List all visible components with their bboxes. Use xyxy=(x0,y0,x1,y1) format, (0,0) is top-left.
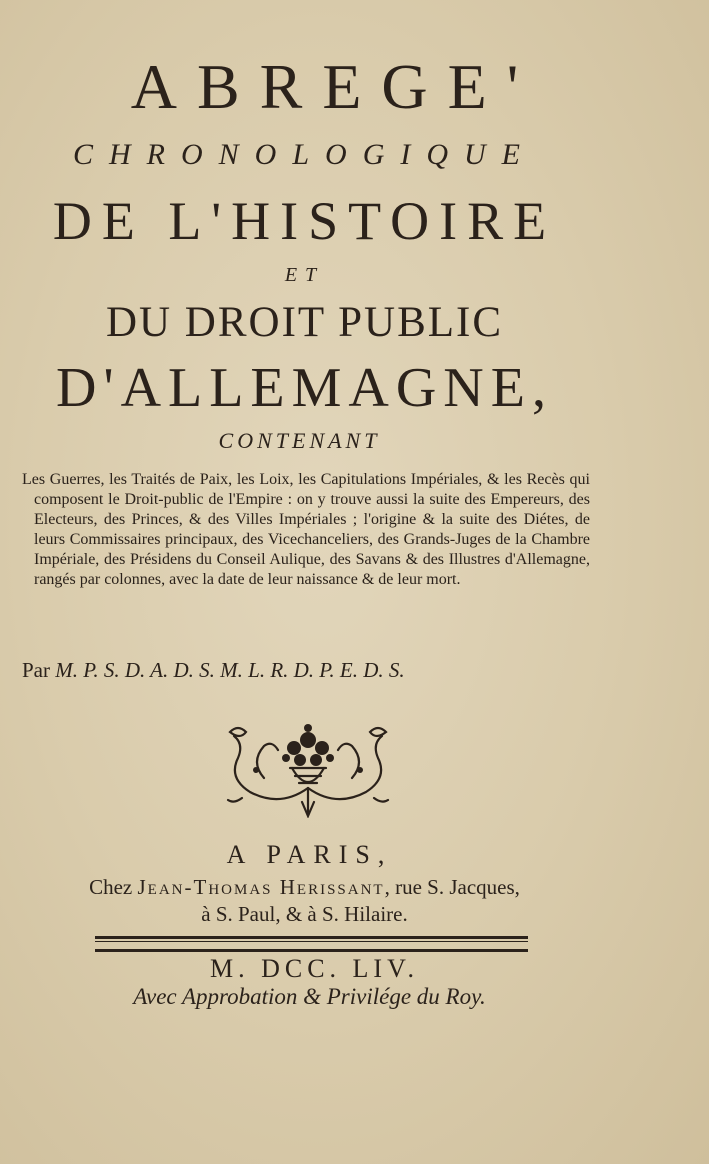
imprint-privilege: Avec Approbation & Privilége du Roy. xyxy=(133,984,486,1009)
printer-prefix: Chez xyxy=(89,875,133,899)
imprint-date: M. DCC. LIV. xyxy=(209,954,420,983)
title-abrege: ABREGE' xyxy=(130,51,539,122)
floral-vignette-icon xyxy=(220,718,396,818)
title-du-droit-public: DU DROIT PUBLIC xyxy=(105,299,504,346)
description-text: Les Guerres, les Traités de Paix, les Loix, les Capitulations Impériales, & les Recès qui composent le Droit-public de l'Empire : on y trouve aussi la suite des Empereurs, des Electeurs, des Princes, & des Villes Impériales ; l'origine & la suite des Diétes, de leurs Commissaires principaux, des Vicechanceliers, des Grands-Juges de la Chambre Impériale, des Présidens du Conseil Aulique, des Savans & des Illustres d'Allemagne, rangés par colonnes, avec la date de leur naissance & de leur mort. xyxy=(22,471,590,588)
printer-suffix: , rue S. Jacques, xyxy=(384,875,520,899)
title-de-l-histoire: DE L'HISTOIRE xyxy=(52,191,557,251)
author-prefix: Par xyxy=(22,658,50,682)
printer-name: Jean-Thomas Herissant xyxy=(137,875,385,899)
imprint-place: A PARIS, xyxy=(226,840,393,869)
description-paragraph xyxy=(22,470,590,590)
author-initials: M. P. S. D. A. D. S. M. L. R. D. P. E. D. S. xyxy=(55,658,405,682)
title-d-allemagne: D'ALLEMAGNE, xyxy=(56,357,553,419)
imprint-address: à S. Paul, & à S. Hilaire. xyxy=(201,902,408,926)
double-rule-divider xyxy=(95,936,528,952)
imprint-printer xyxy=(0,875,659,900)
title-chronologique: CHRONOLOGIQUE xyxy=(73,138,536,171)
author-line xyxy=(22,658,405,683)
title-et: ET xyxy=(284,264,325,286)
subtitle-contenant: CONTENANT xyxy=(218,428,381,453)
